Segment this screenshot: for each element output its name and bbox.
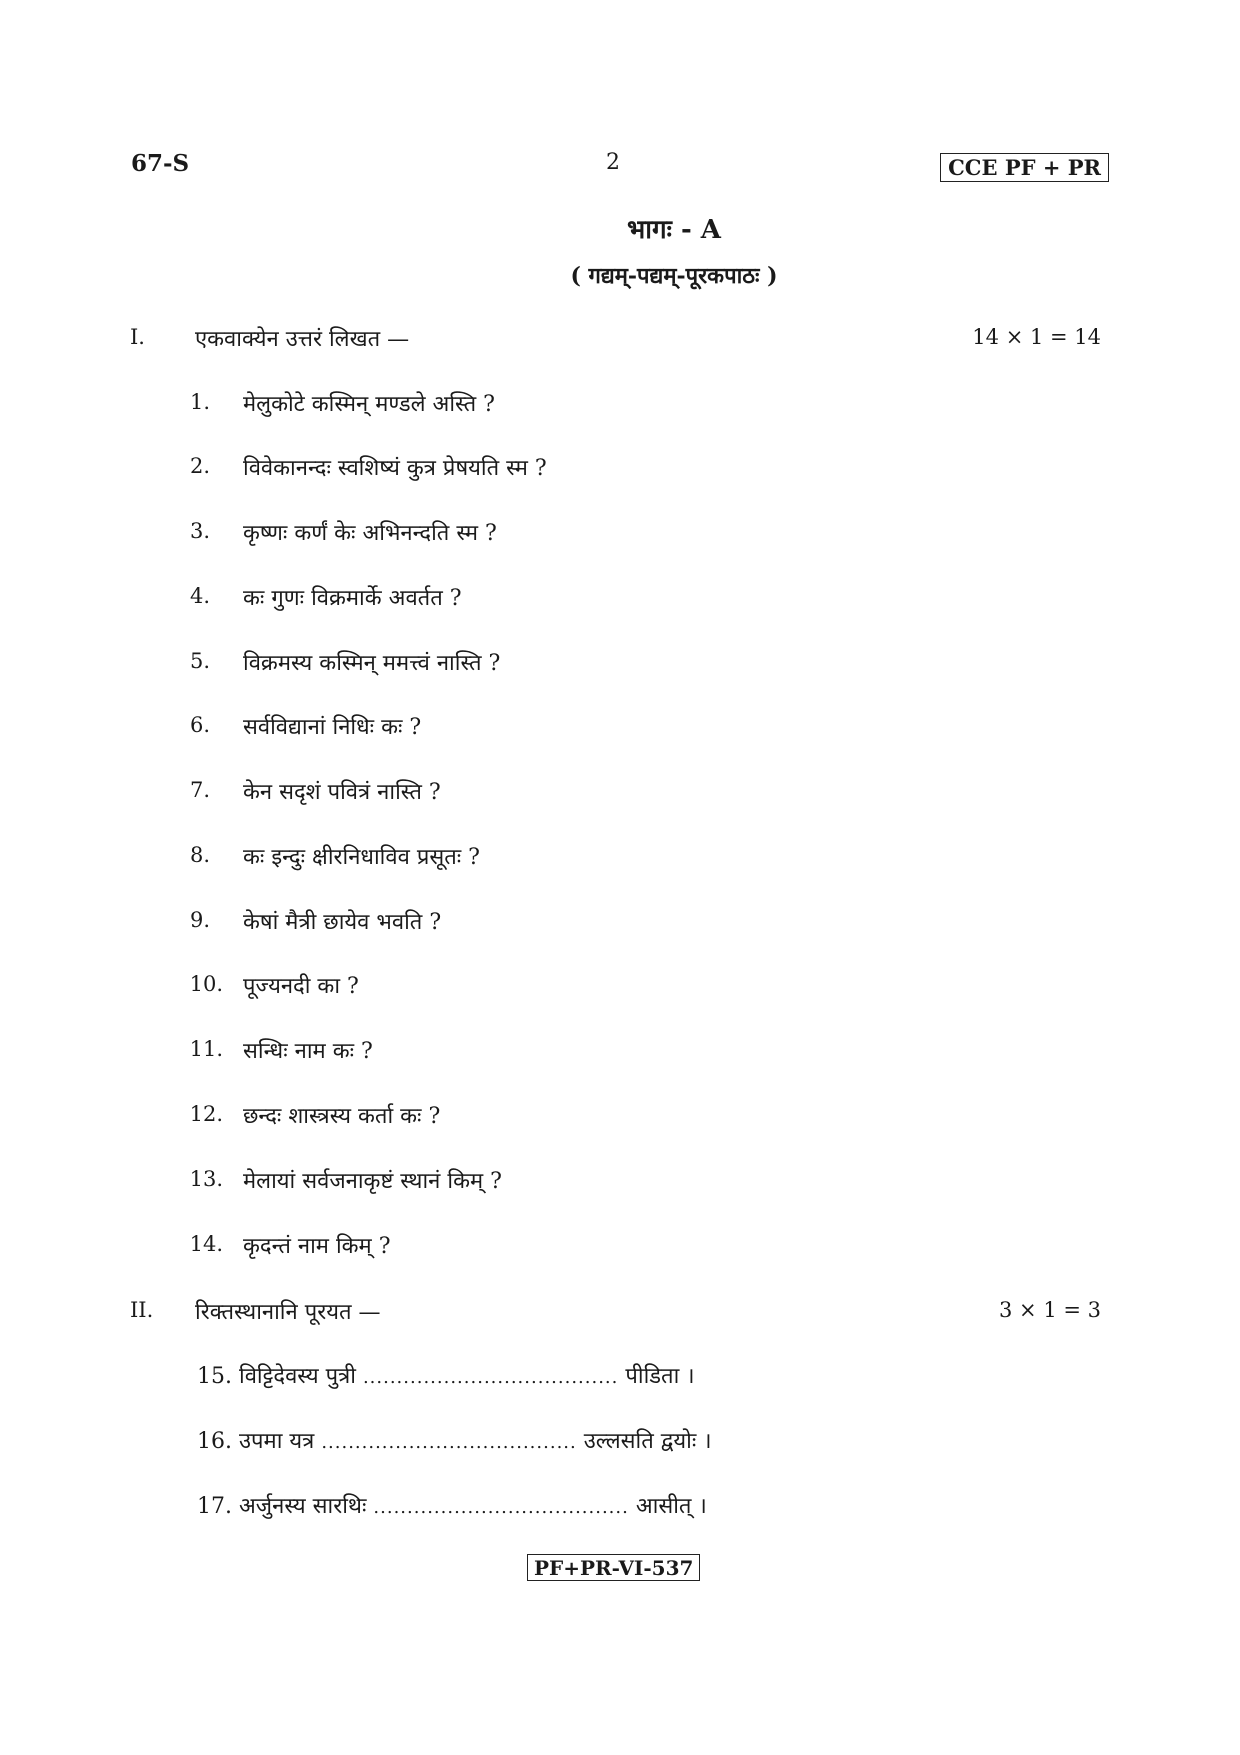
question-number: 8. [189,843,210,867]
section-2-title: रिक्तस्थानानि पूरयत — [195,1300,381,1325]
section-1-title: एकवाक्येन उत्तरं लिखत — [195,327,410,352]
item-number: 17. [197,1494,232,1519]
question-number: 4. [189,584,210,608]
section-2-number: II. [130,1298,154,1322]
question-text: कः गुणः विक्रमार्के अवर्तत ? [243,586,462,611]
item-text-after: पीडिता । [625,1364,695,1389]
course-code-box: CCE PF + PR [940,153,1109,182]
fill-blank-item [197,1425,712,1455]
page-number: 2 [606,150,620,175]
question-number: 1. [189,390,210,414]
question-text: मेलायां सर्वजनाकृष्टं स्थानं किम् ? [243,1169,502,1194]
question-number: 10. [189,972,223,996]
question-number: 6. [189,713,210,737]
question-text: कृष्णः कर्णं केः अभिनन्दति स्म ? [243,521,497,546]
question-text: पूज्यनदी का ? [243,974,359,999]
item-text-before: विट्टिदेवस्य पुत्री [239,1364,356,1389]
question-number: 3. [189,519,210,543]
question-number: 13. [189,1167,223,1191]
question-text: छन्दः शास्त्रस्य कर्ता कः ? [243,1104,441,1129]
question-number: 7. [189,778,210,802]
item-number: 15. [197,1364,232,1389]
question-text: मेलुकोटे कस्मिन् मण्डले अस्ति ? [243,392,495,417]
footer-code-box: PF+PR-VI-537 [527,1554,700,1581]
question-text: केन सदृशं पवित्रं नास्ति ? [243,780,441,805]
question-number: 14. [189,1232,223,1256]
part-subtitle: ( गद्यम्-पद्यम्-पूरकपाठः ) [570,263,778,289]
question-text: सन्धिः नाम कः ? [243,1039,373,1064]
question-number: 12. [189,1102,223,1126]
item-text-before: उपमा यत्र [239,1429,315,1454]
question-text: विवेकानन्दः स्वशिष्यं कुत्र प्रेषयति स्म ? [243,456,547,481]
fill-blank-item [197,1490,707,1520]
section-1-number: I. [130,325,145,349]
question-text: विक्रमस्य कस्मिन् ममत्त्वं नास्ति ? [243,651,501,676]
paper-code: 67-S [131,150,190,177]
item-text-after: उल्लसति द्वयोः । [583,1429,712,1454]
section-2-marks: 3 × 1 = 3 [999,1298,1101,1322]
question-number: 5. [189,649,210,673]
question-text: कः इन्दुः क्षीरनिधाविव प्रसूतः ? [243,845,480,870]
item-text-before: अर्जुनस्य सारथिः [239,1494,367,1519]
item-text-after: आसीत् । [635,1494,707,1519]
question-text: सर्वविद्यानां निधिः कः ? [243,715,422,740]
section-1-marks: 14 × 1 = 14 [972,325,1101,349]
blank-dots: ...................................... [373,1497,629,1518]
question-text: कृदन्तं नाम किम् ? [243,1234,391,1259]
fill-blank-item [197,1360,695,1390]
question-number: 11. [189,1037,223,1061]
question-number: 2. [189,454,210,478]
item-number: 16. [197,1429,232,1454]
part-title: भागः - A [627,215,721,245]
question-number: 9. [189,908,210,932]
blank-dots: ...................................... [362,1367,619,1388]
blank-dots: ...................................... [321,1432,577,1453]
question-text: केषां मैत्री छायेव भवति ? [243,910,442,935]
